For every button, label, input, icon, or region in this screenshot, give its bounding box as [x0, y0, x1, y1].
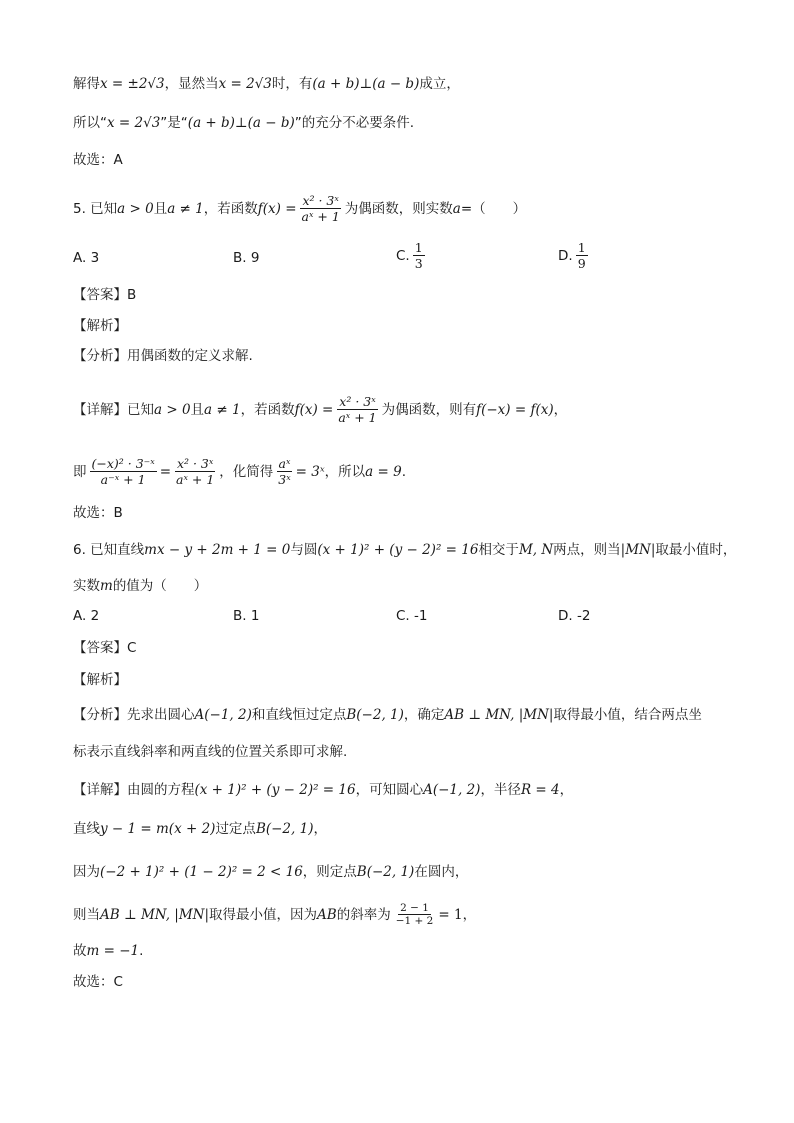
- denominator: aˣ + 1: [301, 209, 340, 224]
- text: 即: [73, 463, 87, 480]
- numerator: 2 − 1: [400, 902, 429, 914]
- answer-6: 【答案】C: [73, 640, 137, 656]
- answer-choice-6: 故选：C: [73, 974, 123, 990]
- text: ，若函数: [240, 401, 295, 418]
- text: 的斜率为: [336, 906, 391, 923]
- fraction: [174, 456, 216, 487]
- detail-6-line: [73, 819, 327, 839]
- denominator: a⁻ˣ + 1: [100, 472, 146, 487]
- text: 因为: [73, 864, 100, 880]
- text: 成立，: [419, 76, 460, 92]
- option-5c: [396, 240, 428, 271]
- math: x = 2√3: [107, 115, 161, 131]
- analysis-heading-6: 【解析】: [73, 672, 127, 688]
- text: ，则定点: [302, 864, 357, 880]
- answer-choice-5: 故选：B: [73, 505, 123, 521]
- math: a = 9: [365, 463, 402, 480]
- math: a > 0: [154, 401, 191, 418]
- option-6a: A. 2: [73, 608, 100, 624]
- option-5d: [558, 240, 591, 271]
- numerator: x² · 3ˣ: [339, 394, 376, 409]
- option-6d: D. -2: [558, 608, 591, 624]
- option-6c: C. -1: [396, 608, 428, 624]
- math: f(−x) = f(x): [476, 401, 554, 418]
- text: 则当: [73, 906, 100, 923]
- text: 取得最小值，结合两点坐: [553, 707, 702, 723]
- numerator: aˣ: [278, 456, 291, 471]
- text: 【详解】由圆的方程: [73, 782, 195, 798]
- detail-5: [73, 394, 567, 425]
- text: 与圆: [290, 542, 318, 558]
- text: .: [139, 943, 144, 959]
- numerator: x² · 3ˣ: [302, 193, 339, 208]
- text: 时，有: [271, 76, 313, 92]
- fraction: [336, 394, 378, 425]
- math: (x + 1)² + (y − 2)² = 16: [194, 782, 356, 798]
- math: y − 1 = m(x + 2): [100, 821, 216, 837]
- text: 【分析】先求出圆心: [73, 707, 195, 723]
- fraction: [394, 902, 436, 927]
- text: .: [401, 463, 406, 480]
- math: A(−1, 2): [194, 707, 252, 723]
- text: 相交于: [478, 542, 519, 558]
- detail-6: [73, 780, 573, 800]
- math: a: [452, 200, 461, 217]
- text: ，: [462, 906, 477, 923]
- text: 且: [190, 401, 205, 418]
- text: 直线: [73, 821, 100, 837]
- math: = 1: [438, 906, 463, 923]
- math: a ≠ 1: [167, 200, 204, 217]
- denominator: −1 + 2: [395, 915, 434, 927]
- analysis-5: 【分析】用偶函数的定义求解.: [73, 348, 253, 364]
- fraction: [576, 240, 588, 271]
- text: 实数: [73, 578, 100, 594]
- denominator: aˣ + 1: [176, 472, 215, 487]
- denominator: aˣ + 1: [338, 410, 377, 425]
- math: (a + b)⊥(a − b): [312, 76, 420, 92]
- question-6: [73, 540, 736, 560]
- math: AB ⊥ MN, |MN|: [444, 707, 554, 723]
- text: 5. 已知: [73, 200, 118, 217]
- text: =（ ）: [460, 200, 527, 217]
- math: B(−2, 1): [346, 707, 404, 723]
- detail-6-result: [73, 941, 143, 961]
- analysis-6: [73, 705, 702, 725]
- text: 6. 已知直线: [73, 542, 145, 558]
- math: AB ⊥ MN, |MN|: [100, 906, 210, 923]
- math: |MN|: [620, 542, 656, 558]
- math: B(−2, 1): [255, 821, 314, 837]
- text: 且: [153, 200, 168, 217]
- text-line-solution-4b: [73, 113, 414, 133]
- text: 解得: [73, 76, 100, 92]
- math: m = −1: [86, 943, 140, 959]
- text: ，: [559, 782, 574, 798]
- detail-5-simplify: [73, 456, 406, 487]
- text: ”是“: [160, 115, 188, 131]
- text: ，所以: [324, 463, 366, 480]
- math: =: [159, 463, 172, 480]
- text: 为偶函数，则有: [381, 401, 477, 418]
- answer-5: 【答案】B: [73, 287, 137, 303]
- text: ，确定: [403, 707, 445, 723]
- math: m: [100, 578, 113, 594]
- option-5b: B. 9: [233, 250, 260, 266]
- question-5: [73, 193, 526, 224]
- denominator: 3: [414, 256, 423, 271]
- text-line-solution-4a: [73, 74, 460, 94]
- math: (x + 1)² + (y − 2)² = 16: [317, 542, 479, 558]
- numerator: (−x)² · 3⁻ˣ: [91, 456, 155, 471]
- math: = 3ˣ: [295, 463, 325, 480]
- option-6b: B. 1: [233, 608, 260, 624]
- numerator: 1: [414, 240, 423, 255]
- math: f(x) =: [294, 401, 334, 418]
- option-label: D.: [558, 247, 573, 264]
- detail-6-slope: [73, 902, 476, 927]
- text: ，: [553, 401, 568, 418]
- math: x = 2√3: [218, 76, 272, 92]
- analysis-6-cont: 标表示直线斜率和两直线的位置关系即可求解.: [73, 744, 348, 760]
- fraction: [413, 240, 425, 271]
- detail-6-inside: [73, 862, 468, 882]
- text: 和直线恒过定点: [251, 707, 347, 723]
- math: mx − y + 2m + 1 = 0: [144, 542, 291, 558]
- fraction: [300, 193, 342, 224]
- text: ，可知圆心: [355, 782, 424, 798]
- text: 过定点: [215, 821, 256, 837]
- text: 两点，则当: [553, 542, 621, 558]
- text: 所以“: [73, 115, 107, 131]
- numerator: 1: [577, 240, 586, 255]
- text: 取最小值时，: [655, 542, 737, 558]
- text: 在圆内，: [414, 864, 469, 880]
- answer-choice-4: 故选：A: [73, 152, 123, 168]
- math: A(−1, 2): [423, 782, 481, 798]
- fraction: [90, 456, 157, 487]
- math: a ≠ 1: [204, 401, 241, 418]
- math: AB: [317, 906, 337, 923]
- math: f(x) =: [257, 200, 297, 217]
- analysis-heading-5: 【解析】: [73, 318, 127, 334]
- text: 故: [73, 943, 87, 959]
- text: ”的充分不必要条件.: [294, 115, 415, 131]
- denominator: 3ˣ: [278, 472, 291, 487]
- text: 【详解】已知: [73, 401, 154, 418]
- text: ，半径: [480, 782, 521, 798]
- text: ，化简得: [219, 463, 274, 480]
- text: 为偶函数，则实数: [344, 200, 453, 217]
- math: R = 4: [520, 782, 560, 798]
- text: 的值为（ ）: [112, 578, 208, 594]
- fraction: [276, 456, 292, 487]
- option-label: C.: [396, 247, 410, 264]
- math: M, N: [518, 542, 554, 558]
- math: a > 0: [117, 200, 154, 217]
- math: (−2 + 1)² + (1 − 2)² = 2 < 16: [100, 864, 303, 880]
- text: ，: [313, 821, 327, 837]
- text: 取得最小值，因为: [209, 906, 318, 923]
- numerator: x² · 3ˣ: [176, 456, 214, 471]
- math: B(−2, 1): [356, 864, 415, 880]
- math: x = ±2√3: [100, 76, 165, 92]
- math: (a + b)⊥(a − b): [187, 115, 295, 131]
- text: ，显然当: [164, 76, 219, 92]
- text: ，若函数: [203, 200, 258, 217]
- denominator: 9: [577, 256, 586, 271]
- option-5a: A. 3: [73, 250, 100, 266]
- question-6-cont: [73, 576, 207, 596]
